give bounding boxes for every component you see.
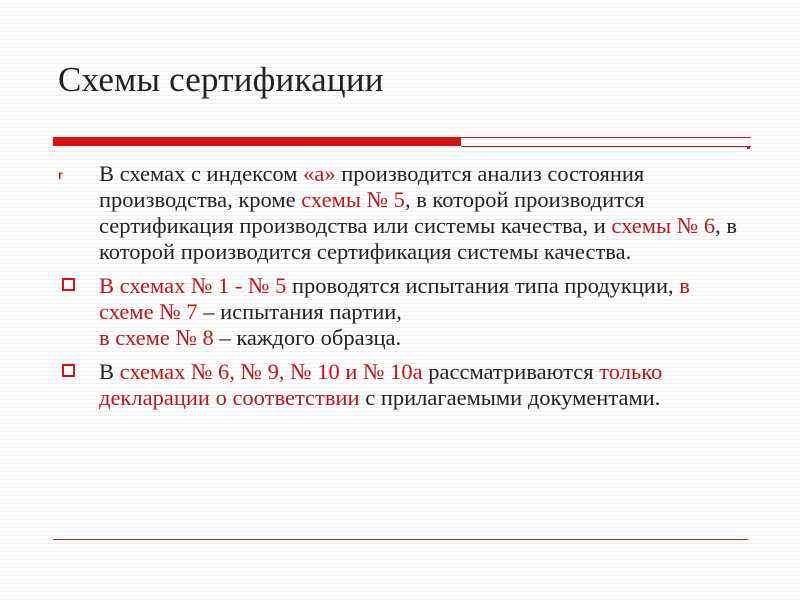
bullet-item bbox=[56, 359, 746, 411]
body-text: проводятся испытания типа продукции, bbox=[286, 273, 680, 298]
footer-rule bbox=[53, 539, 748, 540]
highlighted-text: схемы № 5 bbox=[301, 187, 405, 212]
body-text: , в которой производится сертификация системы качества. bbox=[99, 213, 737, 264]
highlighted-text: в схеме № 8 bbox=[99, 325, 214, 350]
bullet-text bbox=[99, 273, 746, 351]
body-text: рассматриваются bbox=[422, 359, 600, 384]
bullet-marker-r: r bbox=[58, 168, 63, 182]
title-underline-thick bbox=[53, 137, 461, 146]
square-bullet-icon bbox=[62, 278, 75, 291]
body-text: В bbox=[99, 359, 120, 384]
highlighted-text: схемах № 6, № 9, № 10 и № 10а bbox=[119, 359, 423, 384]
bullet-item bbox=[56, 273, 746, 351]
highlighted-text: В схемах № 1 - № 5 bbox=[99, 273, 287, 298]
title-underline-end-dot bbox=[747, 146, 750, 149]
highlighted-text: только декларации о соответствии bbox=[99, 359, 663, 410]
body-text: В схемах с индексом bbox=[99, 161, 304, 186]
square-bullet-icon bbox=[62, 364, 75, 377]
slide-title: Схемы сертификации bbox=[58, 60, 384, 99]
highlighted-text: схемы № 6 bbox=[611, 213, 716, 238]
title-underline-thin-top bbox=[461, 137, 751, 138]
bullet-list bbox=[56, 161, 746, 419]
body-text: – испытания партии, bbox=[197, 299, 402, 324]
body-text: производится анализ состояния производства, кроме bbox=[99, 161, 645, 212]
body-text: – каждого образца. bbox=[213, 325, 402, 350]
highlighted-text: в схеме № 7 bbox=[99, 273, 690, 324]
bullet-item bbox=[56, 161, 746, 265]
body-text: с прилагаемыми документами. bbox=[359, 385, 661, 410]
title-underline-thin-bottom bbox=[461, 146, 751, 147]
bullet-text bbox=[99, 359, 746, 411]
body-text: , в которой производится сертификация производства или системы качества, и bbox=[99, 187, 645, 238]
highlighted-text: «а» bbox=[303, 161, 336, 186]
bullet-text bbox=[99, 161, 746, 265]
